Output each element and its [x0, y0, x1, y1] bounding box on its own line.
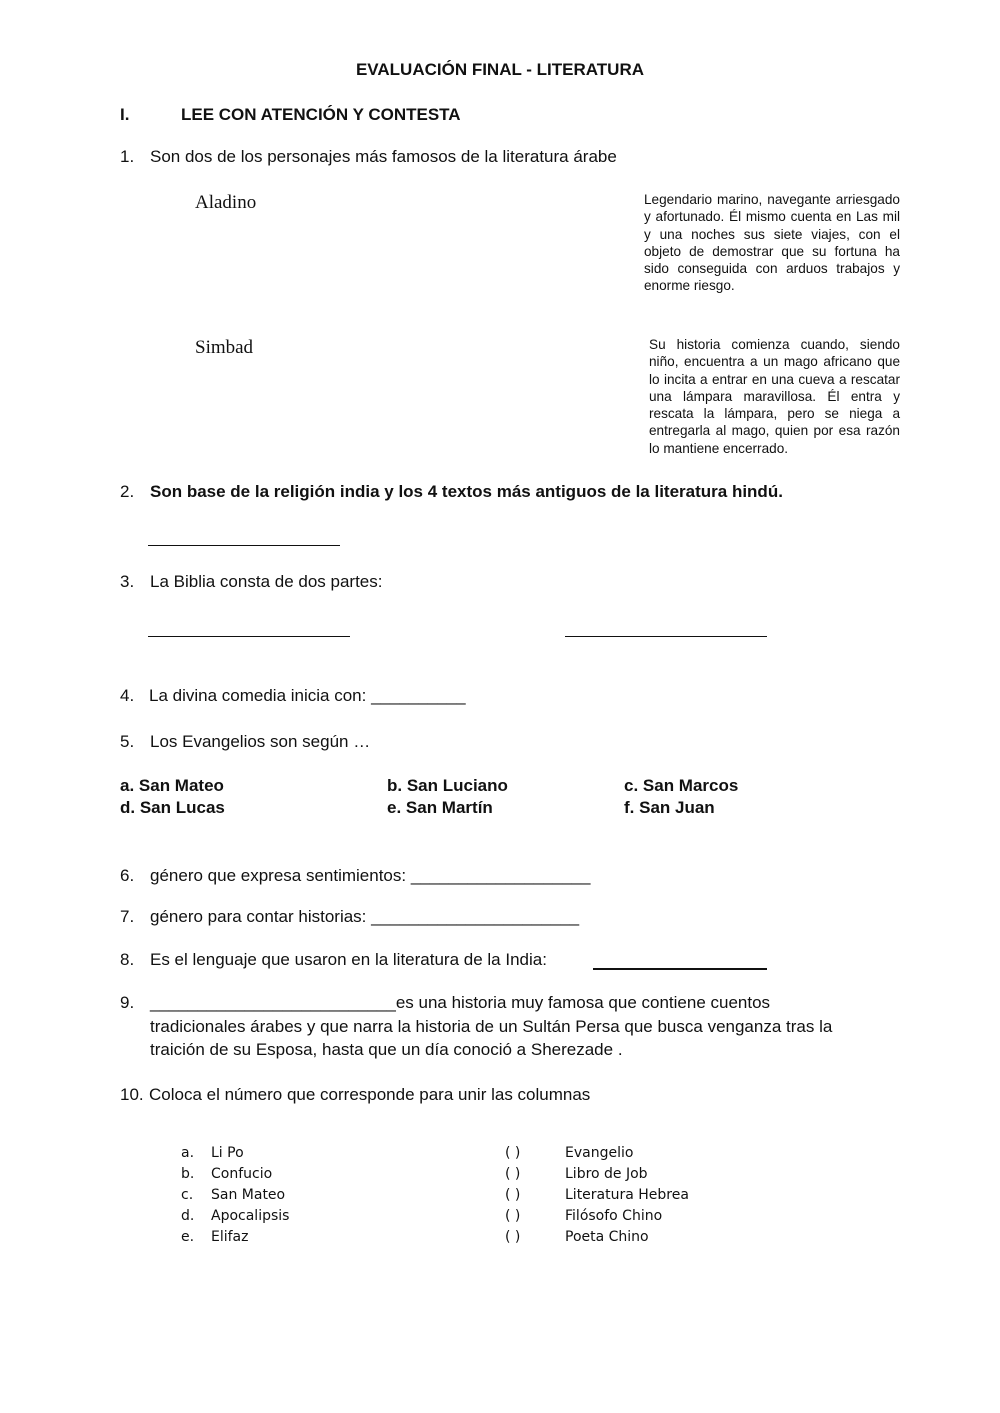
question-9-line-2: tradicionales árabes y que narra la historia de un Sultán Persa que busca venganza tras la: [150, 1017, 833, 1036]
question-6-text: género que expresa sentimientos: ___________________: [150, 866, 591, 885]
match-left-letter: a.: [181, 1145, 195, 1161]
match-paren[interactable]: ( ): [505, 1187, 521, 1203]
answer-line-2[interactable]: [148, 545, 340, 546]
question-6-number: 6.: [120, 866, 135, 885]
option-e: e. San Martín: [387, 798, 493, 817]
option-c: c. San Marcos: [624, 776, 739, 795]
character-description-2: Su historia comienza cuando, siendo niño, encuentra a un mago africano que lo incita a entrar en una cueva a rescatar una lámpara maravillosa. Él entra y rescata la lámpara, pero se niega a entregarla al mago, quien por esa razón lo mantiene encerrado.: [649, 337, 900, 456]
match-left-letter: d.: [181, 1208, 195, 1224]
match-paren[interactable]: ( ): [505, 1229, 521, 1245]
question-5-number: 5.: [120, 732, 135, 751]
match-left-name: Apocalipsis: [211, 1208, 290, 1224]
character-description-1: Legendario marino, navegante arriesgado y afortunado. Él mismo cuenta en Las mil y una noches sus siete viajes, con el objeto de demostrar que su fortuna ha sido conseguida con arduos trabajos y enorme riesgo.: [644, 192, 900, 294]
question-7-number: 7.: [120, 907, 135, 926]
question-9-line-1: [150, 993, 770, 1013]
question-4-number: 4.: [120, 686, 135, 705]
question-8-text: Es el lenguaje que usaron en la literatura de la India:: [150, 950, 547, 969]
match-left-name: Confucio: [211, 1166, 273, 1182]
match-right-item: Literatura Hebrea: [565, 1187, 689, 1203]
match-left-letter: e.: [181, 1229, 195, 1245]
match-left-name: San Mateo: [211, 1187, 286, 1203]
option-a: a. San Mateo: [120, 776, 224, 795]
question-9-text-1: es una historia muy famosa que contiene cuentos: [395, 993, 771, 1012]
match-right-item: Evangelio: [565, 1145, 634, 1161]
section-heading: LEE CON ATENCIÓN Y CONTESTA: [181, 105, 461, 124]
answer-line-8[interactable]: [593, 968, 767, 970]
question-1-text: Son dos de los personajes más famosos de la literatura árabe: [150, 147, 617, 166]
question-5-text: Los Evangelios son según …: [150, 732, 371, 751]
match-right-item: Poeta Chino: [565, 1229, 649, 1245]
question-9-number: 9.: [120, 993, 135, 1012]
option-d: d. San Lucas: [120, 798, 225, 817]
page-title: EVALUACIÓN FINAL - LITERATURA: [355, 60, 645, 79]
match-left-name: Li Po: [211, 1145, 244, 1161]
answer-line-3b[interactable]: [565, 636, 767, 637]
option-b: b. San Luciano: [387, 776, 508, 795]
question-2-number: 2.: [120, 482, 135, 501]
match-paren[interactable]: ( ): [505, 1208, 521, 1224]
character-name-simbad: Simbad: [195, 337, 254, 358]
match-paren[interactable]: ( ): [505, 1145, 521, 1161]
question-3-text: La Biblia consta de dos partes:: [150, 572, 383, 591]
match-left-letter: c.: [181, 1187, 194, 1203]
option-f: f. San Juan: [624, 798, 715, 817]
question-8-number: 8.: [120, 950, 135, 969]
match-left-letter: b.: [181, 1166, 195, 1182]
answer-line-3a[interactable]: [148, 636, 350, 637]
question-1-number: 1.: [120, 147, 135, 166]
question-2-text: Son base de la religión india y los 4 textos más antiguos de la literatura hindú.: [150, 482, 783, 501]
question-9-line-3: traición de su Esposa, hasta que un día conoció a Sherezade .: [150, 1040, 623, 1059]
match-left-name: Elifaz: [211, 1229, 249, 1245]
question-3-number: 3.: [120, 572, 135, 591]
question-10-number: 10.: [120, 1085, 144, 1104]
section-number: I.: [120, 105, 130, 124]
question-10-text: Coloca el número que corresponde para unir las columnas: [149, 1085, 591, 1104]
question-4-text: La divina comedia inicia con: __________: [149, 686, 466, 705]
match-right-item: Libro de Job: [565, 1166, 648, 1182]
answer-blank-9[interactable]: __________________________: [150, 993, 396, 1012]
character-name-aladino: Aladino: [195, 192, 257, 213]
match-right-item: Filósofo Chino: [565, 1208, 663, 1224]
question-7-text: género para contar historias: ______________________: [150, 907, 580, 926]
match-paren[interactable]: ( ): [505, 1166, 521, 1182]
